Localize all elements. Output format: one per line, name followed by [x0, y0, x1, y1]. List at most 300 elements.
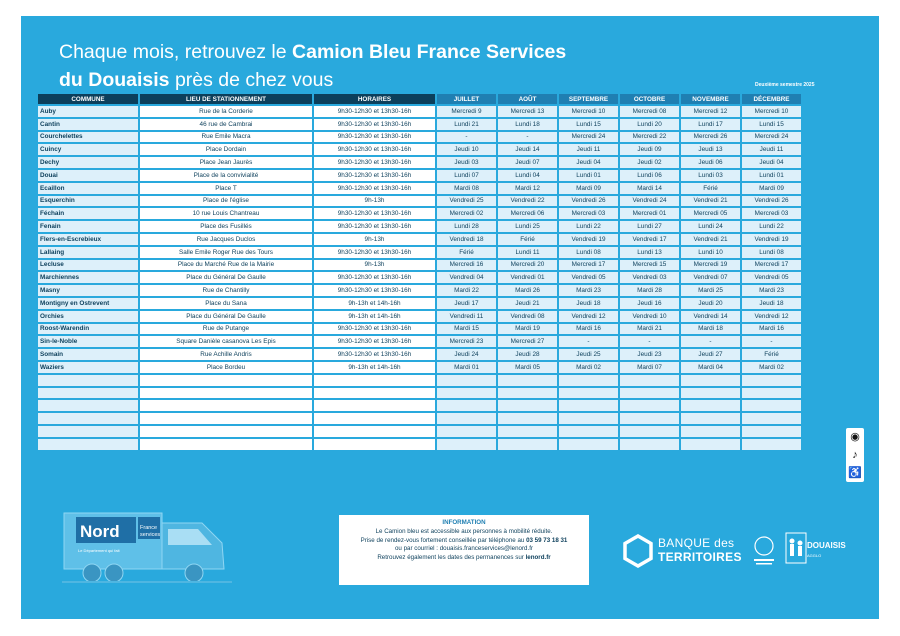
location-cell: Rue de Putange [140, 324, 312, 335]
location-cell: Salle Emile Roger Rue des Tours [140, 247, 312, 258]
eye-icon: ◉ [850, 431, 860, 443]
commune-cell: Lallaing [38, 247, 138, 258]
date-cell: Mercredi 17 [559, 260, 618, 271]
date-cell: Lundi 24 [681, 221, 740, 232]
column-header: LIEU DE STATIONNEMENT [140, 94, 312, 104]
column-header: COMMUNE [38, 94, 138, 104]
date-cell: Lundi 15 [559, 119, 618, 130]
date-cell: Lundi 03 [681, 170, 740, 181]
douaisis-label: DOUAISIS [807, 541, 846, 550]
table-row [38, 375, 801, 386]
date-cell [620, 400, 679, 411]
hours-cell: 9h-13h [314, 260, 435, 271]
table-row [38, 426, 801, 437]
date-cell [742, 439, 801, 450]
date-cell [742, 400, 801, 411]
banque-line-1: BANQUE des [658, 536, 735, 550]
date-cell: Vendredi 19 [742, 234, 801, 245]
hours-cell [314, 439, 435, 450]
date-cell: Lundi 22 [742, 221, 801, 232]
date-cell: Mardi 01 [437, 362, 496, 373]
information-box [339, 515, 589, 585]
date-cell: Mardi 14 [620, 183, 679, 194]
date-cell: Mardi 21 [620, 324, 679, 335]
date-cell: Lundi 22 [559, 221, 618, 232]
date-cell [437, 388, 496, 399]
date-cell: Jeudi 03 [437, 157, 496, 168]
date-cell: Mercredi 27 [498, 336, 557, 347]
commune-cell: Ecaillon [38, 183, 138, 194]
location-cell: Place des Fusillés [140, 221, 312, 232]
date-cell: Mardi 08 [437, 183, 496, 194]
table-body [38, 106, 801, 450]
hours-cell: 9h30-12h30 et 13h30-16h [314, 106, 435, 117]
table-row [38, 388, 801, 399]
title-line2-bold: du Douaisis [59, 69, 170, 91]
table-row [38, 349, 801, 360]
commune-cell: Esquerchin [38, 196, 138, 207]
table-row [38, 196, 801, 207]
table-row [38, 439, 801, 450]
date-cell: Mardi 15 [437, 324, 496, 335]
date-cell: Jeudi 16 [620, 298, 679, 309]
date-cell [559, 388, 618, 399]
date-cell: Lundi 28 [437, 221, 496, 232]
date-cell: Mercredi 23 [437, 336, 496, 347]
date-cell: Lundi 11 [498, 247, 557, 258]
date-cell: - [620, 336, 679, 347]
date-cell: Jeudi 09 [620, 144, 679, 155]
date-cell: Jeudi 21 [498, 298, 557, 309]
date-cell: Mardi 16 [559, 324, 618, 335]
hours-cell: 9h30-12h30 et 13h30-16h [314, 183, 435, 194]
date-cell [620, 439, 679, 450]
date-cell [681, 388, 740, 399]
date-cell: Lundi 10 [681, 247, 740, 258]
hours-cell: 9h30-12h30 et 13h30-16h [314, 208, 435, 219]
table-row [38, 234, 801, 245]
date-cell: Lundi 06 [620, 170, 679, 181]
column-header: HORAIRES [314, 94, 435, 104]
location-cell [140, 413, 312, 424]
date-cell [437, 400, 496, 411]
date-cell: Mardi 26 [498, 285, 557, 296]
date-cell [742, 388, 801, 399]
date-cell: Lundi 04 [498, 170, 557, 181]
table-row [38, 170, 801, 181]
title-line1-prefix: Chaque mois, retrouvez le [59, 41, 293, 63]
date-cell [559, 439, 618, 450]
date-cell [742, 413, 801, 424]
commune-cell: Montigny en Ostrevent [38, 298, 138, 309]
location-cell [140, 400, 312, 411]
commune-cell: Masny [38, 285, 138, 296]
location-cell: Place du Sana [140, 298, 312, 309]
hours-cell [314, 413, 435, 424]
date-cell: Mardi 02 [742, 362, 801, 373]
date-cell: Mardi 12 [498, 183, 557, 194]
location-cell: Rue Jacques Duclos [140, 234, 312, 245]
date-cell: Mercredi 01 [620, 208, 679, 219]
date-cell: Jeudi 02 [620, 157, 679, 168]
partner-logo [749, 533, 779, 567]
douaisis-figures-icon [785, 531, 807, 567]
hours-cell: 9h30-12h30 et 13h30-16h [314, 336, 435, 347]
date-cell: Férié [437, 247, 496, 258]
date-cell: Jeudi 11 [742, 144, 801, 155]
date-cell: Mardi 02 [559, 362, 618, 373]
date-cell: Vendredi 03 [620, 272, 679, 283]
date-cell: - [437, 132, 496, 143]
column-header: SEPTEMBRE [559, 94, 618, 104]
date-cell [559, 400, 618, 411]
commune-cell: Cuincy [38, 144, 138, 155]
date-cell: Mardi 04 [681, 362, 740, 373]
phone-number: 03 59 73 18 31 [526, 536, 568, 544]
date-cell: Mercredi 03 [559, 208, 618, 219]
commune-cell: Dechy [38, 157, 138, 168]
banque-line-2: TERRITOIRES [658, 550, 742, 564]
date-cell [681, 426, 740, 437]
commune-cell: Flers-en-Escrebieux [38, 234, 138, 245]
hours-cell: 9h30-12h30 et 13h30-16h [314, 324, 435, 335]
date-cell [620, 426, 679, 437]
date-cell: Jeudi 20 [681, 298, 740, 309]
site-link[interactable]: lenord.fr [525, 554, 551, 562]
hours-cell: 9h30-12h30 et 13h30-16h [314, 349, 435, 360]
commune-cell: Orchies [38, 311, 138, 322]
column-header: JUILLET [437, 94, 496, 104]
date-cell: Jeudi 04 [742, 157, 801, 168]
date-cell: Lundi 15 [742, 119, 801, 130]
title-line2-suffix: près de chez vous [169, 69, 334, 91]
location-cell: Rue Achille Andris [140, 349, 312, 360]
table-row [38, 400, 801, 411]
date-cell: Mardi 09 [742, 183, 801, 194]
information-line-phone [339, 537, 589, 546]
table-row [38, 260, 801, 271]
date-cell: Mercredi 24 [742, 132, 801, 143]
date-cell: Mercredi 10 [559, 106, 618, 117]
hours-cell: 9h30-12h30 et 13h30-16h [314, 221, 435, 232]
location-cell: Place Jean Jaurès [140, 157, 312, 168]
email-link[interactable]: douaisis.franceservices@lenord.fr [439, 545, 533, 553]
information-heading: INFORMATION [442, 519, 486, 526]
hours-cell: 9h-13h [314, 196, 435, 207]
date-cell: Jeudi 14 [498, 144, 557, 155]
commune-cell: Auby [38, 106, 138, 117]
date-cell [498, 400, 557, 411]
commune-cell: Roost-Warendin [38, 324, 138, 335]
date-cell [620, 375, 679, 386]
title-line1-bold: Camion Bleu France Services [292, 41, 567, 63]
commune-cell [38, 426, 138, 437]
commune-cell: Somain [38, 349, 138, 360]
date-cell [498, 439, 557, 450]
information-line-email [339, 545, 589, 554]
partner-emblem-icon [749, 533, 779, 567]
commune-cell: Lecluse [38, 260, 138, 271]
date-cell: Jeudi 27 [681, 349, 740, 360]
date-cell: Vendredi 21 [681, 196, 740, 207]
douaisis-sublabel: AGGLO [807, 553, 822, 558]
date-cell: Mercredi 06 [498, 208, 557, 219]
table-row [38, 298, 801, 309]
information-line-site [339, 554, 589, 563]
date-cell: - [559, 336, 618, 347]
table-row [38, 285, 801, 296]
information-line-accessibility: Le Camion bleu est accessible aux personnes à mobilité réduite. [375, 527, 553, 535]
date-cell: Mardi 25 [681, 285, 740, 296]
date-cell [498, 388, 557, 399]
date-cell: Mercredi 16 [437, 260, 496, 271]
truck-icon [62, 509, 242, 587]
date-cell: Jeudi 18 [742, 298, 801, 309]
hexagon-logo-icon [622, 534, 654, 568]
location-cell: Place Dordain [140, 144, 312, 155]
date-cell: Vendredi 21 [681, 234, 740, 245]
hours-cell: 9h30-12h30 et 13h30-16h [314, 119, 435, 130]
table-row [38, 336, 801, 347]
date-cell: Lundi 20 [620, 119, 679, 130]
hours-cell: 9h30-12h30 et 13h30-16h [314, 272, 435, 283]
date-cell [437, 375, 496, 386]
date-cell: Jeudi 07 [498, 157, 557, 168]
date-cell: Lundi 01 [742, 170, 801, 181]
hours-cell: 9h-13h et 14h-16h [314, 298, 435, 309]
table-row [38, 413, 801, 424]
hours-cell [314, 426, 435, 437]
nord-logo-text: Nord [80, 522, 120, 541]
date-cell: Mercredi 19 [681, 260, 740, 271]
france-services-text-1: France [140, 525, 158, 531]
location-cell: Square Danièle casanova Les Epis [140, 336, 312, 347]
hours-cell: 9h30-12h30 et 13h30-16h [314, 285, 435, 296]
date-cell: Jeudi 18 [559, 298, 618, 309]
table-row [38, 311, 801, 322]
table-row [38, 106, 801, 117]
date-cell [559, 426, 618, 437]
table-row [38, 119, 801, 130]
date-cell: Vendredi 12 [559, 311, 618, 322]
location-cell: Rue de Chantilly [140, 285, 312, 296]
date-cell: Vendredi 26 [742, 196, 801, 207]
table-row [38, 132, 801, 143]
date-cell: Lundi 01 [559, 170, 618, 181]
commune-cell: Sin-le-Noble [38, 336, 138, 347]
date-cell: Mardi 18 [681, 324, 740, 335]
nord-logo-subtext: Le Département qui fait [78, 548, 120, 553]
location-cell [140, 426, 312, 437]
commune-cell: Waziers [38, 362, 138, 373]
location-cell: Place Bordeu [140, 362, 312, 373]
date-cell: Lundi 08 [559, 247, 618, 258]
location-cell [140, 439, 312, 450]
commune-cell: Courchelettes [38, 132, 138, 143]
ear-icon: ♪ [852, 449, 858, 461]
date-cell: Mardi 19 [498, 324, 557, 335]
date-cell: Férié [742, 349, 801, 360]
date-cell: Jeudi 23 [620, 349, 679, 360]
date-cell: Lundi 18 [498, 119, 557, 130]
commune-cell [38, 400, 138, 411]
date-cell [681, 413, 740, 424]
date-cell: Vendredi 14 [681, 311, 740, 322]
date-cell: Vendredi 08 [498, 311, 557, 322]
hours-cell: 9h-13h [314, 234, 435, 245]
date-cell: Vendredi 26 [559, 196, 618, 207]
date-cell: Lundi 25 [498, 221, 557, 232]
date-cell: Mercredi 9 [437, 106, 496, 117]
date-cell: Mardi 28 [620, 285, 679, 296]
location-cell: Place du Marché Rue de la Mairie [140, 260, 312, 271]
date-cell [559, 413, 618, 424]
date-cell [437, 413, 496, 424]
hours-cell [314, 375, 435, 386]
date-cell: Mercredi 26 [681, 132, 740, 143]
commune-cell: Douai [38, 170, 138, 181]
date-cell: Mardi 22 [437, 285, 496, 296]
hours-cell: 9h30-12h30 et 13h30-16h [314, 132, 435, 143]
page-title [59, 38, 566, 94]
table-row [38, 144, 801, 155]
accessibility-icons [846, 428, 864, 482]
hours-cell: 9h-13h et 14h-16h [314, 362, 435, 373]
location-cell [140, 375, 312, 386]
table-row [38, 208, 801, 219]
hours-cell [314, 388, 435, 399]
date-cell: Mercredi 22 [620, 132, 679, 143]
date-cell: Mercredi 03 [742, 208, 801, 219]
hours-cell: 9h30-12h30 et 13h30-16h [314, 144, 435, 155]
table-row [38, 221, 801, 232]
wheelchair-icon: ♿ [848, 467, 862, 479]
column-header: OCTOBRE [620, 94, 679, 104]
date-cell: - [498, 132, 557, 143]
date-cell: Lundi 13 [620, 247, 679, 258]
date-cell: Vendredi 05 [742, 272, 801, 283]
date-cell: Mercredi 17 [742, 260, 801, 271]
date-cell: Lundi 21 [437, 119, 496, 130]
date-cell: Mercredi 24 [559, 132, 618, 143]
date-cell: Vendredi 25 [437, 196, 496, 207]
table-row [38, 324, 801, 335]
commune-cell [38, 413, 138, 424]
commune-cell [38, 375, 138, 386]
location-cell: Place du Général De Gaulle [140, 272, 312, 283]
date-cell [681, 400, 740, 411]
date-cell: Mercredi 10 [742, 106, 801, 117]
date-cell [681, 375, 740, 386]
date-cell: Vendredi 22 [498, 196, 557, 207]
date-cell [620, 388, 679, 399]
commune-cell: Féchain [38, 208, 138, 219]
location-cell: Rue de la Corderie [140, 106, 312, 117]
date-cell: Vendredi 24 [620, 196, 679, 207]
table-header-row [38, 94, 801, 104]
table-row [38, 157, 801, 168]
column-header: AOÛT [498, 94, 557, 104]
date-cell: Vendredi 04 [437, 272, 496, 283]
hours-cell: 9h30-12h30 et 13h30-16h [314, 157, 435, 168]
date-cell: Jeudi 25 [559, 349, 618, 360]
side-credit-strip [846, 300, 854, 420]
location-cell: Place de la convivialité [140, 170, 312, 181]
date-cell: Jeudi 28 [498, 349, 557, 360]
table-row [38, 183, 801, 194]
france-services-text-2: services [140, 532, 161, 538]
date-cell [498, 375, 557, 386]
date-cell: Lundi 17 [681, 119, 740, 130]
date-cell: Jeudi 11 [559, 144, 618, 155]
commune-cell [38, 439, 138, 450]
schedule-table-wrap [36, 92, 803, 452]
date-cell [620, 413, 679, 424]
date-cell: Mardi 16 [742, 324, 801, 335]
banque-des-territoires-logo [622, 534, 742, 573]
date-cell: Jeudi 24 [437, 349, 496, 360]
date-cell: Jeudi 17 [437, 298, 496, 309]
date-cell [559, 375, 618, 386]
location-cell: Place de l'église [140, 196, 312, 207]
date-cell: Jeudi 13 [681, 144, 740, 155]
date-cell: Mercredi 08 [620, 106, 679, 117]
date-cell: Mardi 23 [742, 285, 801, 296]
date-cell: Vendredi 01 [498, 272, 557, 283]
column-header: NOVEMBRE [681, 94, 740, 104]
date-cell: Vendredi 07 [681, 272, 740, 283]
date-cell: - [681, 336, 740, 347]
commune-cell: Fenain [38, 221, 138, 232]
table-row [38, 272, 801, 283]
schedule-table [36, 92, 803, 452]
location-cell: Rue Emile Macra [140, 132, 312, 143]
commune-cell: Cantin [38, 119, 138, 130]
date-cell: Mercredi 12 [681, 106, 740, 117]
date-cell [742, 426, 801, 437]
date-cell [742, 375, 801, 386]
date-cell [437, 439, 496, 450]
hours-cell: 9h30-12h30 et 13h30-16h [314, 247, 435, 258]
date-cell: Vendredi 12 [742, 311, 801, 322]
location-cell: Place du Général De Gaulle [140, 311, 312, 322]
semester-label: Deuxième semestre 2025 [755, 82, 815, 88]
date-cell [498, 413, 557, 424]
truck-illustration [62, 509, 242, 587]
phone-prefix: Prise de rendez-vous fortement conseillée par téléphone au [360, 536, 527, 544]
date-cell: Jeudi 10 [437, 144, 496, 155]
date-cell: Lundi 08 [742, 247, 801, 258]
commune-cell: Marchiennes [38, 272, 138, 283]
date-cell: Vendredi 11 [437, 311, 496, 322]
date-cell: Mercredi 02 [437, 208, 496, 219]
date-cell: Jeudi 06 [681, 157, 740, 168]
date-cell: Mardi 09 [559, 183, 618, 194]
email-prefix: ou par courriel : [394, 545, 440, 553]
date-cell: Lundi 07 [437, 170, 496, 181]
hours-cell: 9h30-12h30 et 13h30-16h [314, 170, 435, 181]
date-cell: Mardi 07 [620, 362, 679, 373]
table-row [38, 247, 801, 258]
location-cell: Place T [140, 183, 312, 194]
date-cell: Mercredi 05 [681, 208, 740, 219]
location-cell: 10 rue Louis Chantreau [140, 208, 312, 219]
douaisis-agglo-logo [785, 531, 846, 567]
date-cell: Férié [498, 234, 557, 245]
date-cell: Mardi 05 [498, 362, 557, 373]
table-row [38, 362, 801, 373]
date-cell: Mercredi 15 [620, 260, 679, 271]
